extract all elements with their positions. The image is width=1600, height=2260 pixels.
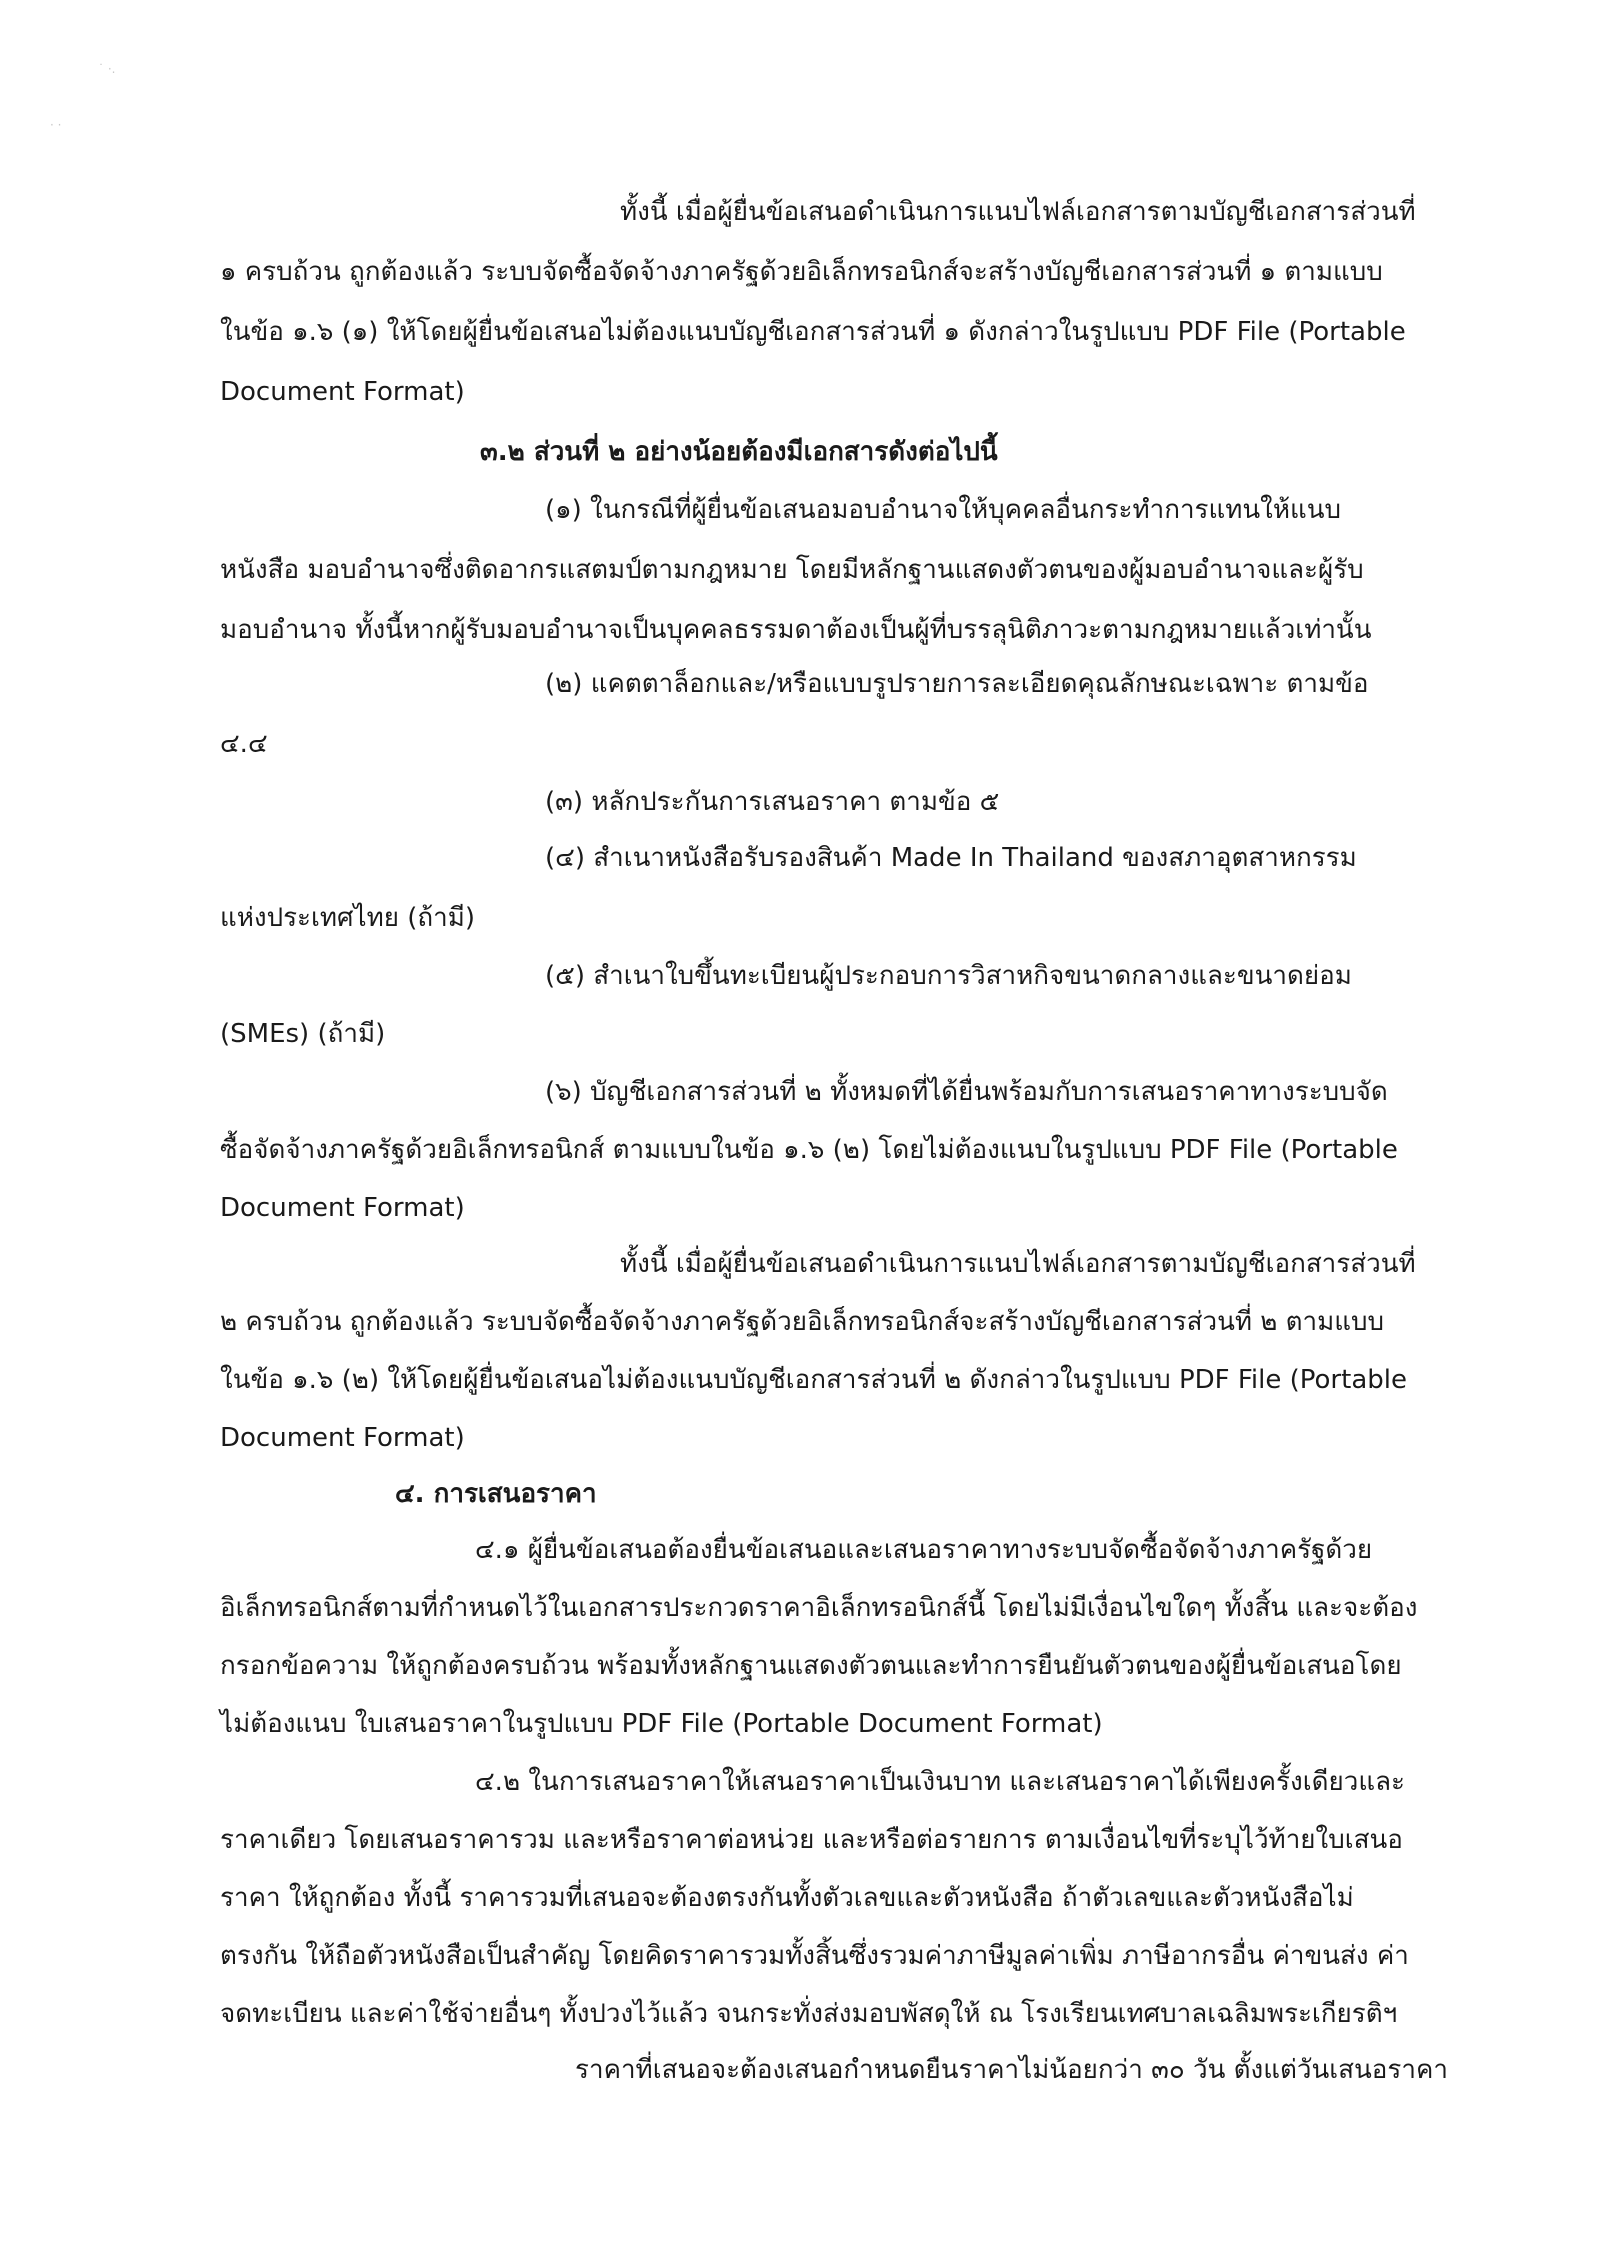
text-line: Document Format) [220, 1193, 465, 1223]
text-line: ตรงกัน ให้ถือตัวหนังสือเป็นสำคัญ โดยคิดราคารวมทั้งสิ้นซึ่งรวมค่าภาษีมูลค่าเพิ่ม ภาษีอากรอื่น ค่าขนส่ง ค่า [220, 1941, 1409, 1971]
section-heading-4: ๔. การเสนอราคา [395, 1479, 597, 1509]
text-line: (๖) บัญชีเอกสารส่วนที่ ๒ ทั้งหมดที่ได้ยื่นพร้อมกับการเสนอราคาทางระบบจัด [545, 1077, 1388, 1107]
text-line: (SMEs) (ถ้ามี) [220, 1019, 386, 1049]
text-line: ในข้อ ๑.๖ (๑) ให้โดยผู้ยื่นข้อเสนอไม่ต้องแนบบัญชีเอกสารส่วนที่ ๑ ดังกล่าวในรูปแบบ PDF File (Portable [220, 317, 1406, 347]
text-line: ราคาที่เสนอจะต้องเสนอกำหนดยืนราคาไม่น้อยกว่า ๓๐ วัน ตั้งแต่วันเสนอราคา [575, 2055, 1448, 2085]
text-line: ๑ ครบถ้วน ถูกต้องแล้ว ระบบจัดซื้อจัดจ้างภาครัฐด้วยอิเล็กทรอนิกส์จะสร้างบัญชีเอกสารส่วนที่ ๑ ตามแบบ [220, 257, 1383, 287]
text-line: (๔) สำเนาหนังสือรับรองสินค้า Made In Thailand ของสภาอุตสาหกรรม [545, 843, 1357, 873]
text-line: ทั้งนี้ เมื่อผู้ยื่นข้อเสนอดำเนินการแนบไฟล์เอกสารตามบัญชีเอกสารส่วนที่ [620, 1249, 1416, 1279]
text-line: มอบอำนาจ ทั้งนี้หากผู้รับมอบอำนาจเป็นบุคคลธรรมดาต้องเป็นผู้ที่บรรลุนิติภาวะตามกฎหมายแล้วเท่านั้น [220, 615, 1372, 645]
list-item-3: (๓) หลักประกันการเสนอราคา ตามข้อ ๕ [545, 787, 1000, 817]
text-line: Document Format) [220, 377, 465, 407]
text-line: (๕) สำเนาใบขึ้นทะเบียนผู้ประกอบการวิสาหกิจขนาดกลางและขนาดย่อม [545, 961, 1352, 991]
text-line: ทั้งนี้ เมื่อผู้ยื่นข้อเสนอดำเนินการแนบไฟล์เอกสารตามบัญชีเอกสารส่วนที่ [620, 197, 1416, 227]
scan-speck: ˙ ·. [98, 62, 116, 76]
text-line: (๒) แคตตาล็อกและ/หรือแบบรูปรายการละเอียดคุณลักษณะเฉพาะ ตามข้อ [545, 669, 1369, 699]
text-line: อิเล็กทรอนิกส์ตามที่กำหนดไว้ในเอกสารประกวดราคาอิเล็กทรอนิกส์นี้ โดยไม่มีเงื่อนไขใดๆ ทั้งสิ้น และจะต้อง [220, 1593, 1418, 1623]
text-line: ๔.๑ ผู้ยื่นข้อเสนอต้องยื่นข้อเสนอและเสนอราคาทางระบบจัดซื้อจัดจ้างภาครัฐด้วย [475, 1535, 1373, 1565]
scan-speck: · · [50, 118, 62, 132]
text-line: (๑) ในกรณีที่ผู้ยื่นข้อเสนอมอบอำนาจให้บุคคลอื่นกระทำการแทนให้แนบ [545, 495, 1342, 525]
text-line: Document Format) [220, 1423, 465, 1453]
text-line: แห่งประเทศไทย (ถ้ามี) [220, 903, 476, 933]
text-line: กรอกข้อความ ให้ถูกต้องครบถ้วน พร้อมทั้งหลักฐานแสดงตัวตนและทำการยืนยันตัวตนของผู้ยื่นข้อเสนอโดย [220, 1651, 1402, 1681]
text-line: ซื้อจัดจ้างภาครัฐด้วยอิเล็กทรอนิกส์ ตามแบบในข้อ ๑.๖ (๒) โดยไม่ต้องแนบในรูปแบบ PDF File (Portable [220, 1135, 1398, 1165]
text-line: ๔.๔ [220, 729, 268, 759]
text-line: จดทะเบียน และค่าใช้จ่ายอื่นๆ ทั้งปวงไว้แล้ว จนกระทั่งส่งมอบพัสดุให้ ณ โรงเรียนเทศบาลเฉลิมพระเกียรติฯ [220, 1999, 1398, 2029]
text-line: ๔.๒ ในการเสนอราคาให้เสนอราคาเป็นเงินบาท และเสนอราคาได้เพียงครั้งเดียวและ [475, 1767, 1405, 1797]
text-line: ราคา ให้ถูกต้อง ทั้งนี้ ราคารวมที่เสนอจะต้องตรงกันทั้งตัวเลขและตัวหนังสือ ถ้าตัวเลขและตัวหนังสือไม่ [220, 1883, 1354, 1913]
section-heading-3-2: ๓.๒ ส่วนที่ ๒ อย่างน้อยต้องมีเอกสารดังต่อไปนี้ [480, 437, 998, 467]
text-line: ๒ ครบถ้วน ถูกต้องแล้ว ระบบจัดซื้อจัดจ้างภาครัฐด้วยอิเล็กทรอนิกส์จะสร้างบัญชีเอกสารส่วนที่ ๒ ตามแบบ [220, 1307, 1385, 1337]
text-line: ในข้อ ๑.๖ (๒) ให้โดยผู้ยื่นข้อเสนอไม่ต้องแนบบัญชีเอกสารส่วนที่ ๒ ดังกล่าวในรูปแบบ PDF File (Portable [220, 1365, 1407, 1395]
text-line: ไม่ต้องแนบ ใบเสนอราคาในรูปแบบ PDF File (Portable Document Format) [220, 1709, 1103, 1739]
text-line: ราคาเดียว โดยเสนอราคารวม และหรือราคาต่อหน่วย และหรือต่อรายการ ตามเงื่อนไขที่ระบุไว้ท้ายใบเสนอ [220, 1825, 1403, 1855]
text-line: หนังสือ มอบอำนาจซึ่งติดอากรแสตมป์ตามกฎหมาย โดยมีหลักฐานแสดงตัวตนของผู้มอบอำนาจและผู้รับ [220, 555, 1364, 585]
